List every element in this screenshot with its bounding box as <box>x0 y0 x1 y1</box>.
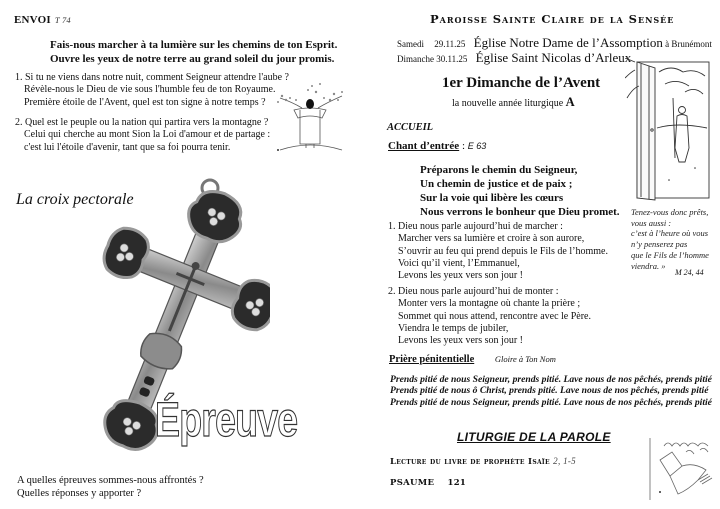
lecture-line <box>390 456 576 467</box>
refrain-line: Un chemin de justice et de paix ; <box>420 178 573 190</box>
quote-line: que le Fils de l’homme <box>631 249 709 260</box>
quote-line: c’est à l’heure où vous <box>631 228 709 239</box>
chant-entree <box>388 140 486 152</box>
open-book-icon <box>648 436 716 502</box>
praising-figure-icon <box>272 78 348 154</box>
chant-refrain <box>420 163 620 219</box>
lecture-label: Lecture du livre de prophète Isaïe <box>390 457 550 467</box>
verse-line: Celui qui cherche au mont Sion la Loi d'amour et de partage : <box>24 129 271 141</box>
mass-day: Dimanche <box>397 54 434 64</box>
liturgie-heading: LITURGIE DE LA PAROLE <box>457 430 611 444</box>
croix-title: La croix pectorale <box>16 191 134 208</box>
verse-line: S’ouvrir au feu qui prend depuis le Fils de l’homme. <box>398 245 608 257</box>
epreuve-questions <box>17 474 204 500</box>
quote-line: Tenez-vous donc prêts, <box>631 207 709 217</box>
verse-line: Révèle-nous le Dieu de vie sous l'humble feu de ton Royaume. <box>24 84 276 96</box>
envoi-verse-2 <box>15 117 270 154</box>
verse-line: Voici qu’il vient, l’Emmanuel, <box>398 257 520 269</box>
verse-line: Sommet qui nous attend, rencontre avec le Père. <box>398 310 591 322</box>
chant-separator: : <box>459 140 468 152</box>
quote-line: n’y penserez pas <box>631 239 688 250</box>
priere-subtitle: Gloire à Ton Nom <box>494 354 556 364</box>
verse-line: 1. Si tu ne viens dans notre nuit, comment Seigneur attendre l'aube ? <box>15 72 289 83</box>
verse-line: Première étoile de l'Avent, quel est ton signe à notre temps ? <box>24 96 266 108</box>
kyrie-line: Prends pitié de nous Seigneur, prends pitié. Lave nous de nos pêchés, prends pitié <box>390 396 712 408</box>
priere-penitentielle <box>389 354 556 365</box>
refrain-line: Nous verrons le bonheur que Dieu promet. <box>420 206 620 218</box>
chant-verse-1 <box>388 221 608 282</box>
refrain-line: Préparons le chemin du Seigneur, <box>420 164 578 176</box>
kyrie-line: Prends pitié de nous ô Christ, prends pitié. Lave nous de nos pêchés, prends pitié <box>390 385 709 397</box>
psaume-label: PSAUME <box>390 478 435 488</box>
mass-church: Église Saint Nicolas d’Arleux <box>475 50 632 65</box>
psaume-number: 121 <box>447 478 467 488</box>
refrain-line: Ouvre les yeux de notre terre au grand soleil du jour promis. <box>50 52 335 65</box>
verse-line: Viendra le temps de jubiler, <box>398 322 509 334</box>
mass-date: 29.11.25 <box>434 39 466 49</box>
verse-line: 1. Dieu nous parle aujourd’hui de marcher : <box>388 221 563 232</box>
refrain-line: Sur la voie qui libère les cœurs <box>420 192 564 204</box>
envoi-verse-1 <box>15 72 289 109</box>
question-line: Quelles réponses y apporter ? <box>17 488 142 499</box>
quote-line: viendra. » <box>631 260 666 271</box>
question-line: A quelles épreuves sommes-nous affrontés ? <box>17 475 204 486</box>
verse-line: Levons les yeux vers son jour ! <box>398 270 523 282</box>
lecture-reference: 2, 1-5 <box>553 456 576 466</box>
mass-date: 30.11.25 <box>436 54 468 64</box>
mass-day: Samedi <box>397 39 424 49</box>
verse-line: Levons les yeux vers son jour ! <box>398 335 523 347</box>
verse-line: 2. Dieu nous parle aujourd’hui de monter : <box>388 286 559 297</box>
accueil-heading: ACCUEIL <box>387 122 434 133</box>
verse-line: c'est lui l'étoile d'avenir, tant que sa foi pourra tenir. <box>24 141 231 153</box>
sunday-subtitle <box>452 95 575 110</box>
epreuve-word-art: Épreuve <box>155 394 298 447</box>
envoi-reference: T 74 <box>54 15 71 25</box>
liturgical-year: A <box>565 95 575 109</box>
verse-line: 2. Quel est le peuple ou la nation qui partira vers la montagne ? <box>15 117 269 128</box>
envoi-heading <box>14 14 71 26</box>
chant-code: E 63 <box>467 141 487 151</box>
mass-church: Église Notre Dame de l’Assomption <box>473 35 663 50</box>
chant-label: Chant d’entrée <box>388 140 460 152</box>
mass-place: à Brunémont <box>665 39 712 49</box>
envoi-refrain <box>50 39 337 66</box>
parish-title: Paroisse Sainte Claire de la Sensée <box>430 12 675 26</box>
sunday-subtitle-text: la nouvelle année liturgique <box>452 98 564 109</box>
envoi-title: ENVOI <box>14 14 51 26</box>
refrain-line: Fais-nous marcher à ta lumière sur les chemins de ton Esprit. <box>50 39 338 51</box>
kyrie-text <box>390 374 712 408</box>
gospel-reference: M 24, 44 <box>675 268 704 277</box>
verse-line: Monter vers la montagne où chante la prière ; <box>398 298 581 310</box>
priere-label: Prière pénitentielle <box>389 354 475 365</box>
sunday-title: 1er Dimanche de l’Avent <box>442 75 601 91</box>
open-door-christ-icon <box>625 58 717 203</box>
verse-line: Marcher vers sa lumière et croire à son aurore, <box>398 233 585 245</box>
quote-line: vous aussi : <box>631 217 672 228</box>
mass-row-sunday <box>397 50 631 66</box>
mass-row-saturday <box>397 35 712 51</box>
kyrie-line: Prends pitié de nous Seigneur, prends pitié. Lave nous de nos pêchés, prends pitié <box>390 374 712 385</box>
gospel-quote <box>631 207 709 271</box>
chant-verse-2 <box>388 286 591 347</box>
psaume-line <box>390 478 466 488</box>
